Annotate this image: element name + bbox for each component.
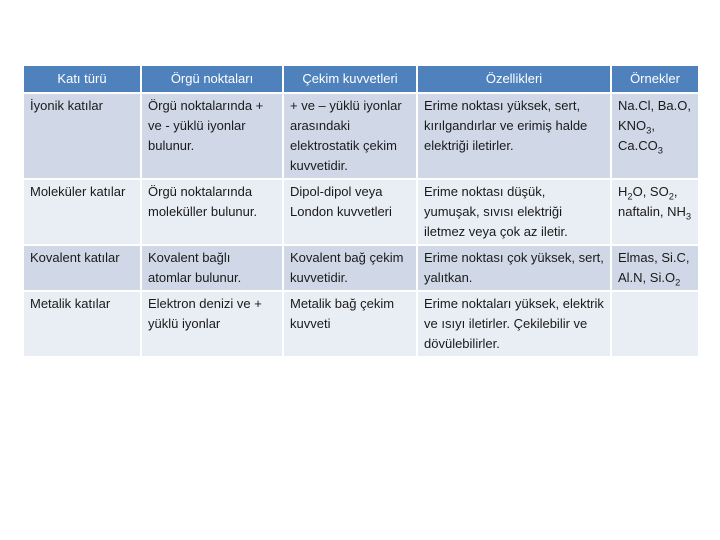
cell-examples [612,246,698,290]
cell-type: Moleküler katılar [24,180,140,244]
cell-examples [612,180,698,244]
example-text: , naftalin, NH [618,184,686,219]
header-properties: Özellikleri [418,66,610,92]
example-subscript: 3 [646,125,652,136]
cell-forces: Dipol-dipol veya London kuvvetleri [284,180,416,244]
cell-forces: + ve – yüklü iyonlar arasındaki elektrostatik çekim kuvvetidir. [284,94,416,178]
example-subscript: 3 [685,211,692,222]
header-type: Katı türü [24,66,140,92]
cell-lattice-points: Örgü noktalarında moleküller bulunur. [142,180,282,244]
cell-examples [612,94,698,178]
example-subscript: 2 [627,191,633,202]
header-lattice-points: Örgü noktaları [142,66,282,92]
example-text: H [618,184,628,199]
table-row [24,180,698,244]
cell-type: Metalik katılar [24,292,140,356]
header-forces: Çekim kuvvetleri [284,66,416,92]
cell-lattice-points: Kovalent bağlı atomlar bulunur. [142,246,282,290]
cell-lattice-points: Örgü noktalarında + ve - yüklü iyonlar bulunur. [142,94,282,178]
solids-table [22,64,700,358]
cell-type: Kovalent katılar [24,246,140,290]
cell-forces: Kovalent bağ çekim kuvvetidir. [284,246,416,290]
cell-properties: Erime noktası çok yüksek, sert, yalıtkan. [418,246,610,290]
cell-examples [612,292,698,356]
cell-properties: Erime noktası yüksek, sert, kırılgandırlar ve erimiş halde elektriği iletirler. [418,94,610,178]
example-text: O, SO [632,184,669,199]
table-row [24,292,698,356]
table-header-row [24,66,698,92]
cell-type: İyonik katılar [24,94,140,178]
cell-properties: Erime noktası düşük, yumuşak, sıvısı elektriği iletmez veya çok az iletir. [418,180,610,244]
example-subscript: 2 [675,277,681,288]
cell-properties: Erime noktaları yüksek, elektrik ve ısıyı iletirler. Çekilebilir ve dövülebilirler. [418,292,610,356]
example-text: Na.Cl, Ba.O, KNO [618,98,691,133]
example-subscript: 3 [657,145,663,156]
example-text: , Ca.CO [618,118,658,153]
example-text: Elmas, Si.C, Al.N, Si.O [618,250,690,285]
table-row [24,246,698,290]
table-row [24,94,698,178]
cell-lattice-points: Elektron denizi ve + yüklü iyonlar [142,292,282,356]
example-subscript: 2 [668,191,674,202]
cell-forces: Metalik bağ çekim kuvveti [284,292,416,356]
header-examples: Örnekler [612,66,698,92]
